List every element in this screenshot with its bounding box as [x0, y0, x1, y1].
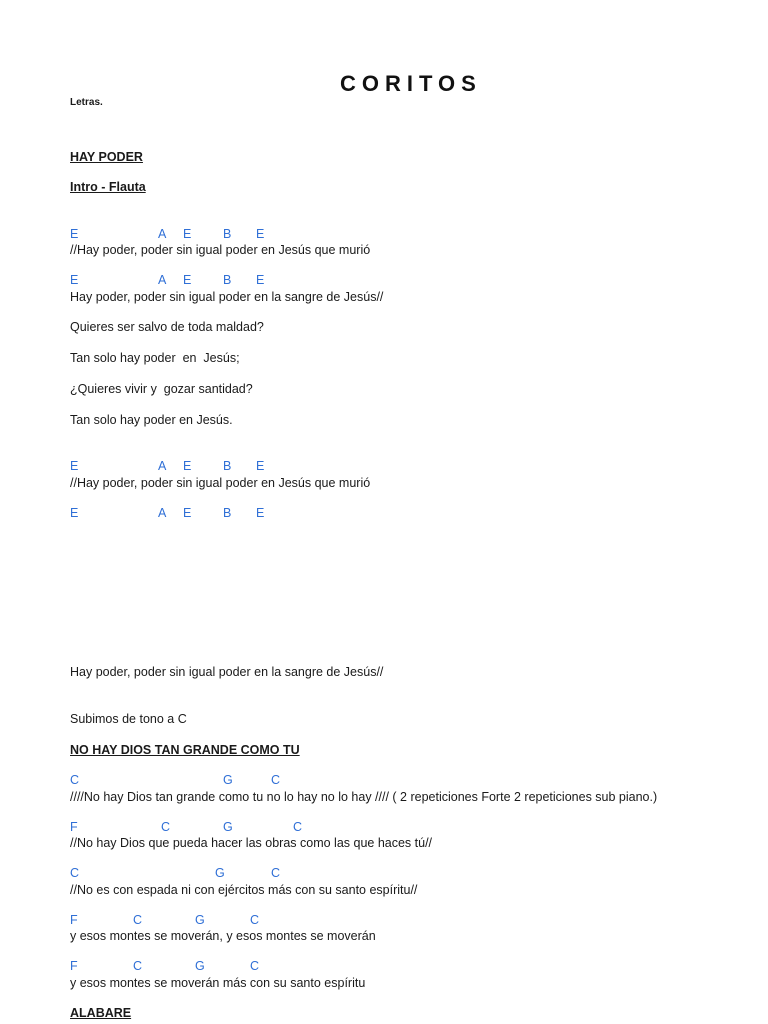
song-title-alabare: ALABARE	[70, 1006, 132, 1020]
chord: E	[256, 273, 265, 287]
chord: G	[195, 913, 205, 927]
lyric-line: //Hay poder, poder sin igual poder en Jesús que murió	[70, 476, 371, 490]
chord: E	[70, 459, 79, 473]
song-title-hay-poder: HAY PODER	[70, 150, 143, 164]
chord: B	[223, 273, 232, 287]
document-subtitle: Letras.	[70, 97, 103, 108]
lyric-line: Hay poder, poder sin igual poder en la sangre de Jesús//	[70, 665, 384, 679]
chord: A	[158, 459, 167, 473]
chord: C	[70, 773, 80, 787]
chord: E	[183, 506, 192, 520]
lyric-line: Tan solo hay poder en Jesús;	[70, 351, 240, 365]
chord: C	[133, 913, 143, 927]
chord: B	[223, 506, 232, 520]
chord: C	[161, 820, 171, 834]
chord: G	[223, 773, 233, 787]
lyric-line: ////No hay Dios tan grande como tu no lo hay no lo hay //// ( 2 repeticiones Forte 2 repeticiones sub piano.)	[70, 790, 658, 804]
document-title: CORITOS	[340, 71, 482, 96]
chord: A	[158, 273, 167, 287]
lyric-line: //No es con espada ni con ejércitos más con su santo espíritu//	[70, 883, 418, 897]
chord: G	[215, 866, 225, 880]
chord: A	[158, 227, 167, 241]
lyric-line: ¿Quieres vivir y gozar santidad?	[70, 382, 253, 396]
chord: E	[70, 506, 79, 520]
lyric-line: y esos montes se moverán más con su santo espíritu	[70, 976, 366, 990]
chord: E	[256, 506, 265, 520]
chord: C	[271, 773, 281, 787]
chord: F	[70, 959, 78, 973]
chord: E	[183, 459, 192, 473]
chord: E	[183, 273, 192, 287]
lyric-line: //Hay poder, poder sin igual poder en Jesús que murió	[70, 243, 371, 257]
chord: G	[223, 820, 233, 834]
song-title-no-hay-dios: NO HAY DIOS TAN GRANDE COMO TU	[70, 743, 300, 757]
chord: E	[70, 227, 79, 241]
chord: E	[70, 273, 79, 287]
chord: C	[133, 959, 143, 973]
lyric-line: Hay poder, poder sin igual poder en la sangre de Jesús//	[70, 290, 384, 304]
key-change-note: Subimos de tono a C	[70, 712, 187, 726]
chord: B	[223, 227, 232, 241]
chord: C	[293, 820, 303, 834]
lyric-line: Quieres ser salvo de toda maldad?	[70, 320, 264, 334]
chord: B	[223, 459, 232, 473]
chord: E	[256, 227, 265, 241]
chord: C	[250, 913, 260, 927]
chord: E	[256, 459, 265, 473]
lyric-line: //No hay Dios que pueda hacer las obras como las que haces tú//	[70, 836, 433, 850]
chord: C	[70, 866, 80, 880]
chord: F	[70, 820, 78, 834]
chord: A	[158, 506, 167, 520]
lyric-line: y esos montes se moverán, y esos montes se moverán	[70, 929, 376, 943]
intro-label: Intro - Flauta	[70, 180, 146, 194]
chord: G	[195, 959, 205, 973]
chord: C	[250, 959, 260, 973]
chord: F	[70, 913, 78, 927]
chord: C	[271, 866, 281, 880]
lyric-line: Tan solo hay poder en Jesús.	[70, 413, 233, 427]
chord: E	[183, 227, 192, 241]
